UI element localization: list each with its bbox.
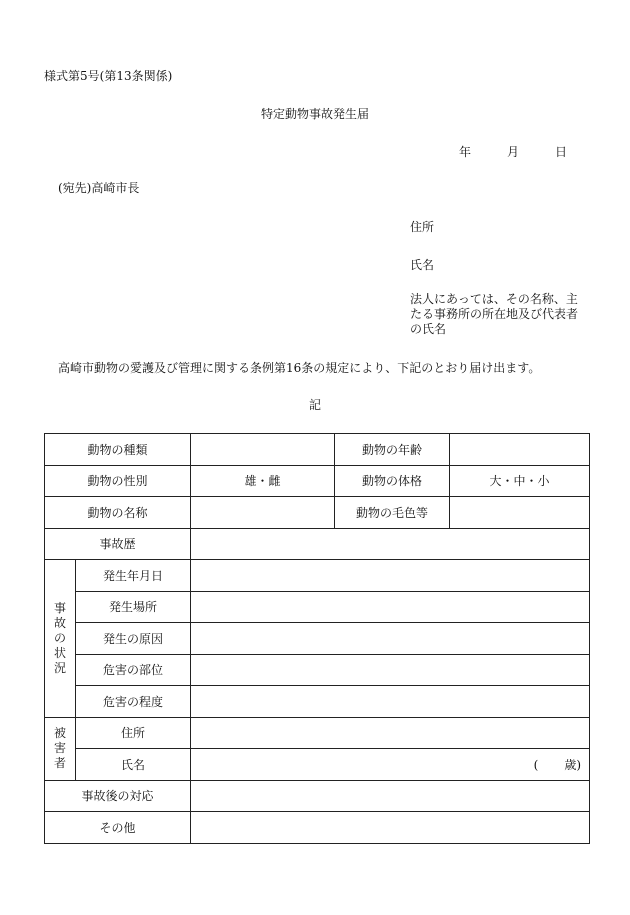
table-row xyxy=(45,497,590,529)
age-open-paren: ( xyxy=(533,757,539,772)
victim-address-label: 住所 xyxy=(76,717,191,749)
document-title: 特定動物事故発生届 xyxy=(260,107,369,121)
table-row xyxy=(45,465,590,497)
injury-part-label: 危害の部位 xyxy=(76,654,191,686)
injury-degree-field[interactable] xyxy=(191,686,590,718)
animal-build-options[interactable]: 大・中・小 xyxy=(450,465,590,497)
situation-group-text: 事故の状況 xyxy=(53,600,66,675)
animal-sex-label: 動物の性別 xyxy=(45,465,191,497)
applicant-corporate-note: 法人にあっては、その名称、主たる事務所の所在地及び代表者の氏名 xyxy=(410,292,579,336)
animal-sex-options[interactable]: 雄・雌 xyxy=(191,465,335,497)
statement-text: 高崎市動物の愛護及び管理に関する条例第16条の規定により、下記のとおり届け出ます。 xyxy=(58,361,541,375)
injury-degree-label: 危害の程度 xyxy=(76,686,191,718)
victim-group-text: 被害者 xyxy=(53,726,66,770)
victim-name-field[interactable] xyxy=(191,749,590,781)
table-row xyxy=(45,560,590,592)
animal-name-label: 動物の名称 xyxy=(45,497,191,529)
animal-coat-label: 動物の毛色等 xyxy=(335,497,450,529)
victim-name-label: 氏名 xyxy=(76,749,191,781)
post-accident-label: 事故後の対応 xyxy=(45,780,191,812)
applicant-name-label: 氏名 xyxy=(410,258,435,272)
ki-heading: 記 xyxy=(308,398,321,412)
table-row xyxy=(45,623,590,655)
other-label: その他 xyxy=(45,812,191,844)
accident-history-label: 事故歴 xyxy=(45,528,191,560)
table-row xyxy=(45,591,590,623)
accident-history-field[interactable] xyxy=(191,528,590,560)
table-row xyxy=(45,749,590,781)
animal-type-label: 動物の種類 xyxy=(45,434,191,466)
occurrence-date-field[interactable] xyxy=(191,560,590,592)
age-close-label: 歳) xyxy=(564,757,582,772)
form-number: 様式第5号(第13条関係) xyxy=(44,69,173,83)
animal-age-field[interactable] xyxy=(450,434,590,466)
occurrence-place-field[interactable] xyxy=(191,591,590,623)
victim-group-label xyxy=(45,717,76,780)
applicant-address-label: 住所 xyxy=(410,220,435,234)
table-row xyxy=(45,717,590,749)
animal-coat-field[interactable] xyxy=(450,497,590,529)
occurrence-date-label: 発生年月日 xyxy=(76,560,191,592)
table-row xyxy=(45,686,590,718)
animal-age-label: 動物の年齢 xyxy=(335,434,450,466)
addressee: (宛先)高崎市長 xyxy=(58,181,140,195)
animal-name-field[interactable] xyxy=(191,497,335,529)
accident-report-table xyxy=(44,433,590,844)
other-field[interactable] xyxy=(191,812,590,844)
occurrence-cause-label: 発生の原因 xyxy=(76,623,191,655)
table-row xyxy=(45,528,590,560)
table-row xyxy=(45,434,590,466)
occurrence-place-label: 発生場所 xyxy=(76,591,191,623)
victim-address-field[interactable] xyxy=(191,717,590,749)
table-row xyxy=(45,654,590,686)
table-row xyxy=(45,812,590,844)
animal-type-field[interactable] xyxy=(191,434,335,466)
occurrence-cause-field[interactable] xyxy=(191,623,590,655)
date-day-label: 日 xyxy=(555,145,568,159)
date-month-label: 月 xyxy=(507,145,520,159)
table-row xyxy=(45,780,590,812)
date-year-label: 年 xyxy=(459,145,472,159)
animal-build-label: 動物の体格 xyxy=(335,465,450,497)
injury-part-field[interactable] xyxy=(191,654,590,686)
post-accident-field[interactable] xyxy=(191,780,590,812)
situation-group-label xyxy=(45,560,76,718)
